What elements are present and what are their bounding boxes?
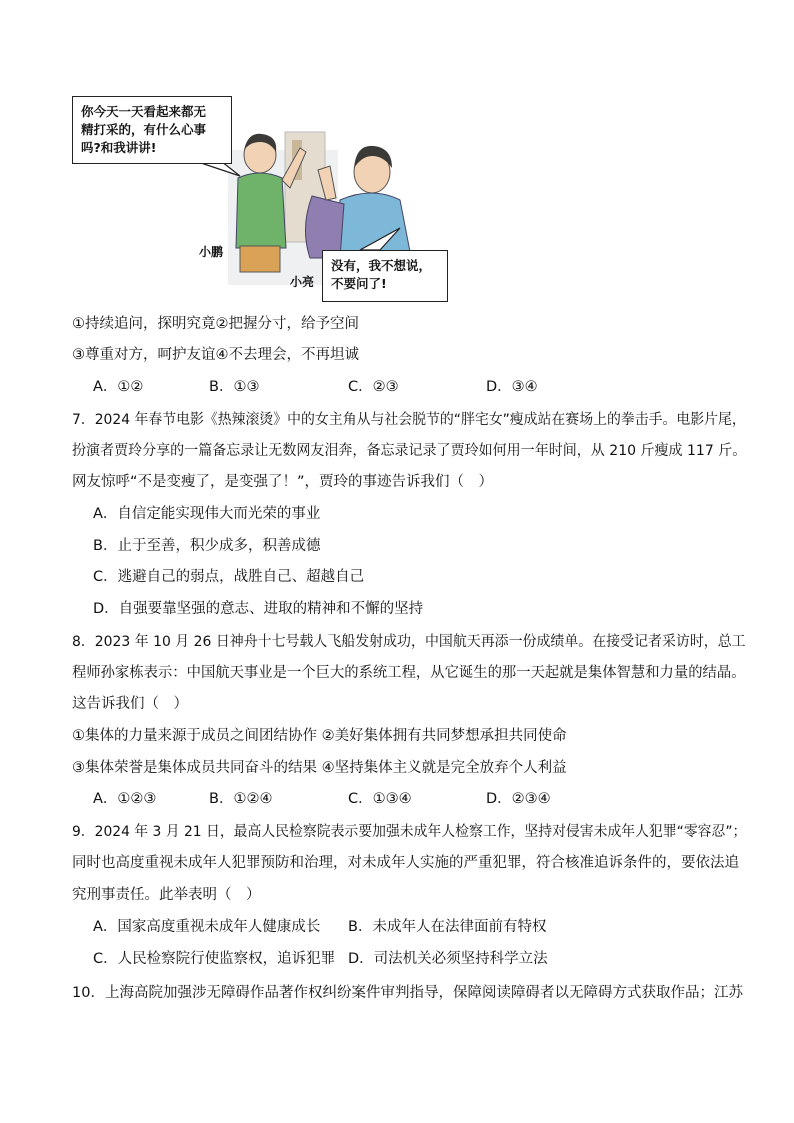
q9-option-d: D．司法机关必须坚持科学立法 [348, 951, 548, 967]
bubble-line: 没有，我不想说， [331, 258, 432, 273]
q10-stem-line-1: 10．上海高院加强涉无障碍作品著作权纠纷案件审判指导，保障阅读障碍者以无障碍方式获取作品；江苏 [72, 985, 743, 1001]
q6-option-a: A．①② [93, 379, 144, 395]
q8-option-d: D．②③④ [486, 791, 551, 807]
q6-statement-2: ③尊重对方，呵护友谊④不去理会，不再坦诚 [72, 347, 359, 363]
bubble-line: 精打采的，有什么心事 [81, 122, 207, 137]
q8-stem-line-1: 8．2023 年 10 月 26 日神舟十七号载人飞船发射成功，中国航天再添一份成绩单。在接受记者采访时，总工 [72, 634, 746, 650]
q7-option-d: D．自强要靠坚强的意志、进取的精神和不懈的坚持 [93, 601, 424, 617]
q9-option-c: C．人民检察院行使监察权，追诉犯罪 [93, 951, 336, 967]
q9-option-b: B．未成年人在法律面前有特权 [348, 919, 547, 935]
q6-statement-1: ①持续追问，探明究竟②把握分寸，给予空间 [72, 316, 359, 332]
q9-stem-line-1: 9．2024 年 3 月 21 日，最高人民检察院表示要加强未成年人检察工作，坚持对侵害未成年人犯罪“零容忍”； [72, 824, 747, 840]
q8-stem-line-2: 程师孙家栋表示：中国航天事业是一个巨大的系统工程，从它诞生的那一天起就是集体智慧和力量的结晶。 [72, 665, 746, 681]
q7-option-b: B．止于至善，积少成多，积善成德 [93, 538, 321, 554]
q8-statement-1: ①集体的力量来源于成员之间团结协作 ②美好集体拥有共同梦想承担共同使命 [72, 728, 567, 744]
q6-option-c: C．②③ [348, 379, 399, 395]
q7-option-a: A．自信定能实现伟大而光荣的事业 [93, 506, 321, 522]
q7-option-c: C．逃避自己的弱点，战胜自己、超越自己 [93, 569, 365, 585]
q8-option-a: A．①②③ [93, 791, 157, 807]
bubble-line: 吗?和我讲讲! [81, 140, 157, 155]
speech-bubble-xiaopeng [72, 96, 232, 164]
q8-stem-line-3: 这告诉我们（ ） [72, 696, 188, 712]
q7-stem-line-3: 网友惊呼“不是变瘦了，是变强了！”，贾玲的事迹告诉我们（ ） [72, 474, 494, 490]
q6-option-d: D．③④ [486, 379, 538, 395]
q9-stem-line-2: 同时也高度重视未成年人犯罪预防和治理，对未成年人实施的严重犯罪，符合核准追诉条件的，要依法追 [72, 855, 739, 871]
name-label-xiaopeng: 小鹏 [199, 245, 224, 259]
q8-statement-2: ③集体荣誉是集体成员共同奋斗的结果 ④坚持集体主义就是完全放弃个人利益 [72, 760, 567, 776]
q9-option-a: A．国家高度重视未成年人健康成长 [93, 919, 321, 935]
q7-stem-line-1: 7．2024 年春节电影《热辣滚烫》中的女主角从与社会脱节的“胖宅女”瘦成站在赛场上的拳击手。电影片尾， [72, 412, 746, 428]
q7-stem-line-2: 扮演者贾玲分享的一篇备忘录让无数网友泪奔，备忘录记录了贾玲如何用一年时间，从 210 斤瘦成 117 斤。 [72, 443, 747, 459]
name-label-xiaoliang: 小亮 [290, 275, 315, 289]
bubble-line: 不要问了! [331, 276, 387, 291]
q8-option-c: C．①③④ [348, 791, 412, 807]
bubble-line: 你今天一天看起来都无 [81, 104, 207, 119]
q6-option-b: B．①③ [209, 379, 260, 395]
speech-bubble-xiaoliang [322, 250, 448, 302]
q8-option-b: B．①②④ [209, 791, 273, 807]
q9-stem-line-3: 究刑事责任。此举表明（ ） [72, 887, 261, 903]
